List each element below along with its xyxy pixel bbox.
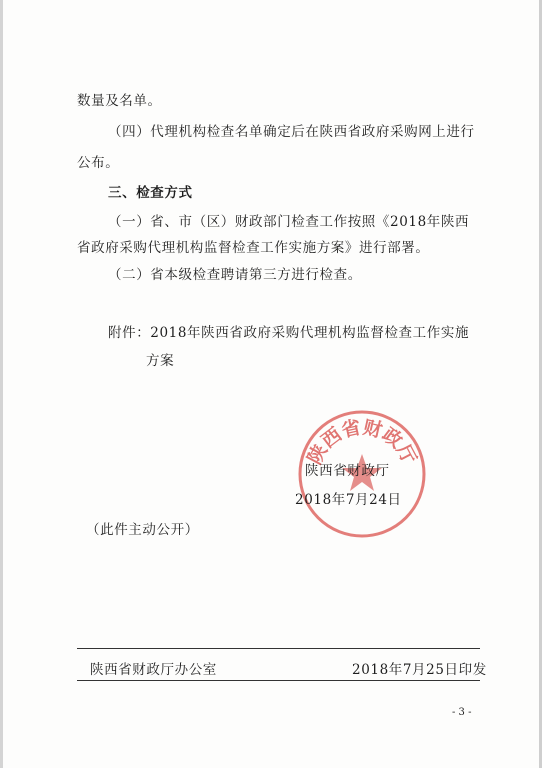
attachment-line-1: 附件：2018年陕西省政府采购代理机构监督检查工作实施 [108,325,470,341]
signature-date: 2018年7月24日 [295,492,402,508]
scan-edge-left [0,0,3,768]
paragraph-method-1-line-2: 省政府采购代理机构监督检查工作实施方案》进行部署。 [77,240,430,256]
paragraph-4-line-1: （四）代理机构检查名单确定后在陕西省政府采购网上进行 [108,124,475,140]
paragraph-method-2: （二）省本级检查聘请第三方进行检查。 [108,267,362,283]
paragraph-method-1-line-1: （一）省、市（区）财政部门检查工作按照《2018年陕西 [108,214,470,230]
paragraph-continuation: 数量及名单。 [77,93,162,109]
attachment-line-2: 方案 [146,353,175,369]
footer-top-rule [77,648,480,649]
footer-issuer: 陕西省财政厅办公室 [90,662,217,678]
footer-bottom-rule [77,680,480,681]
footer-print-date: 2018年7月25日印发 [352,662,487,678]
signature-organization: 陕西省财政厅 [305,463,390,479]
section-heading-inspection-method: 三、检查方式 [108,185,193,201]
page-number: - 3 - [452,707,472,718]
disclosure-note: （此件主动公开） [86,522,199,538]
seal-arc-text: 陕西省财政厅 [303,416,421,469]
paragraph-4-line-2: 公布。 [77,155,120,171]
